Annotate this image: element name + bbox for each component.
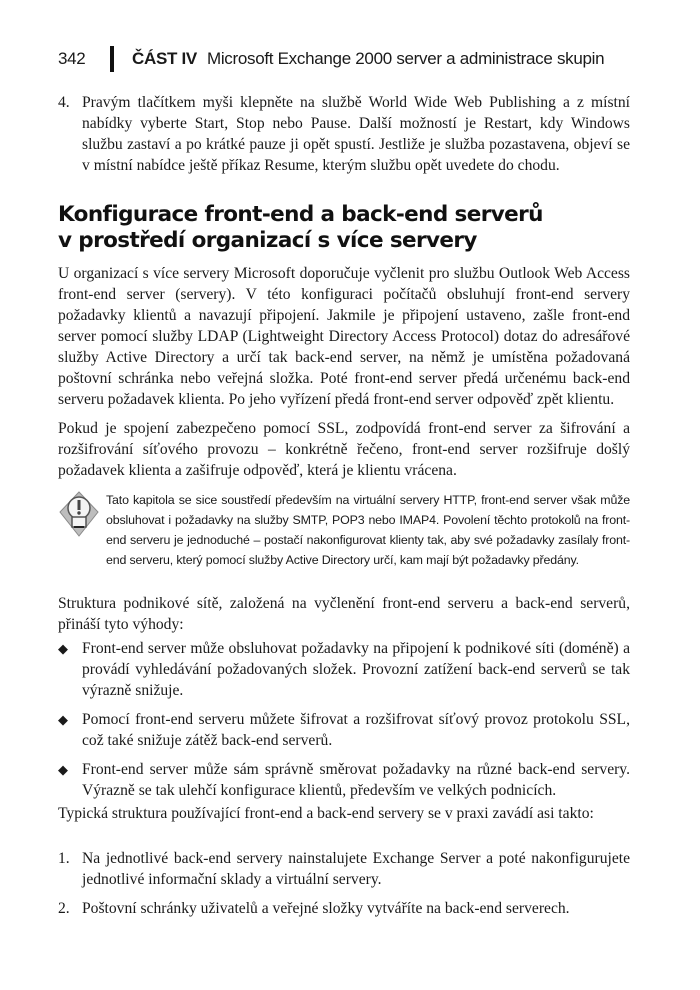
step-number: 4. xyxy=(58,94,70,111)
bullet-text: Pomocí front-end serveru můžete šifrovat a rozšifrovat síťový provoz protokolu SSL, což také snižuje zátěž back-end serverů. xyxy=(82,711,630,749)
running-header xyxy=(58,44,660,74)
paragraph-ssl: Pokud je spojení zabezpečeno pomocí SSL, zodpovídá front-end server za šifrování a rozšifrování síťového provozu – konkrétně řečeno, front-end server rozšifruje došlý požadavek klienta a zašifruje odpověď, která je klientu vrácena. xyxy=(58,420,630,479)
book-title: Microsoft Exchange 2000 server a administrace skupin xyxy=(206,49,605,68)
part-label: ČÁST IV xyxy=(132,49,197,68)
step-text: Poštovní schránky uživatelů a veřejné složky vytváříte na back-end serverech. xyxy=(82,900,570,917)
step-text: Na jednotlivé back-end servery nainstalujete Exchange Server a poté nakonfigurujete jednotlivé informační sklady a virtuální servery. xyxy=(82,850,630,888)
bullet-text: Front-end server může sám správně směrovat požadavky na různé back-end servery. Výrazně se tak ulehčí konfigurace klientů, především ve velkých podnicích. xyxy=(82,761,630,799)
list-item xyxy=(58,638,630,701)
step-text: Pravým tlačítkem myši klepněte na službě World Wide Web Publishing a z místní nabídky vyberte Start, Stop nebo Pause. Další možností je Restart, kdy Windows službu zastaví a po krátké pauze ji opět spustí. Jestliže je služba pozastavena, objeví se v místní nabídce ještě příkaz Resume, kterým službu opět uvedete do chodu. xyxy=(82,94,630,174)
header-divider xyxy=(110,46,114,72)
list-item xyxy=(58,709,630,751)
paragraph-typical: Typická struktura používající front-end a back-end servery se v praxi zavádí asi takto: xyxy=(58,805,594,822)
note-text: Tato kapitola se sice soustředí především na virtuální servery HTTP, front-end server však může obsluhovat i požadavky na služby SMTP, POP3 nebo IMAP4. Povolení těchto protokolů na front-end serveru je jednoduché – postačí nakonfigurovat klienty tak, aby své požadavky zasílaly front-end serveru, který pomocí služby Active Directory určí, kam mají být požadavky předány. xyxy=(106,493,630,567)
diamond-bullet-icon: ◆ xyxy=(58,762,68,777)
paragraph-intro: U organizací s více servery Microsoft doporučuje vyčlenit pro službu Outlook Web Access front-end server (servery). V této konfiguraci počítačů obsluhují front-end servery požadavky klientů a navazují připojení. Jakmile je připojení ustaveno, zašle front-end server pomocí služby LDAP (Lightweight Directory Access Protocol) dotaz do adresářové služby Active Directory a určí tak back-end server, na němž je umístěna požadovaná poštovní schránka nebo veřejná složka. Poté front-end server předá určenému back-end serveru požadavek klienta. Po jeho vyřízení předá front-end server odpověď zpět klientu. xyxy=(58,265,630,408)
note-box xyxy=(58,490,630,570)
diamond-bullet-icon: ◆ xyxy=(58,641,68,656)
step-number: 2. xyxy=(58,900,70,917)
list-item xyxy=(58,898,630,919)
page-number: 342 xyxy=(58,49,86,68)
list-item xyxy=(58,759,630,801)
bullet-text: Front-end server může obsluhovat požadavky na připojení k podnikové síti (doméně) a provádí vyhledávání požadovaných složek. Provozní zatížení back-end serverů se tak výrazně snižuje. xyxy=(82,640,630,699)
section-heading xyxy=(58,202,543,254)
numbered-list xyxy=(58,848,630,919)
bullet-list xyxy=(58,638,630,801)
diamond-bullet-icon: ◆ xyxy=(58,712,68,727)
heading-line-1: Konfigurace front-end a back-end serverů xyxy=(58,202,543,227)
paragraph-structure: Struktura podnikové sítě, založená na vyčlenění front-end serveru a back-end serverů, přináší tyto výhody: xyxy=(58,595,630,633)
step-number: 1. xyxy=(58,850,70,867)
warning-exclamation-icon xyxy=(58,490,106,570)
list-item xyxy=(58,848,630,890)
numbered-step-4 xyxy=(58,92,630,176)
heading-line-2: v prostředí organizací s více servery xyxy=(58,228,477,253)
